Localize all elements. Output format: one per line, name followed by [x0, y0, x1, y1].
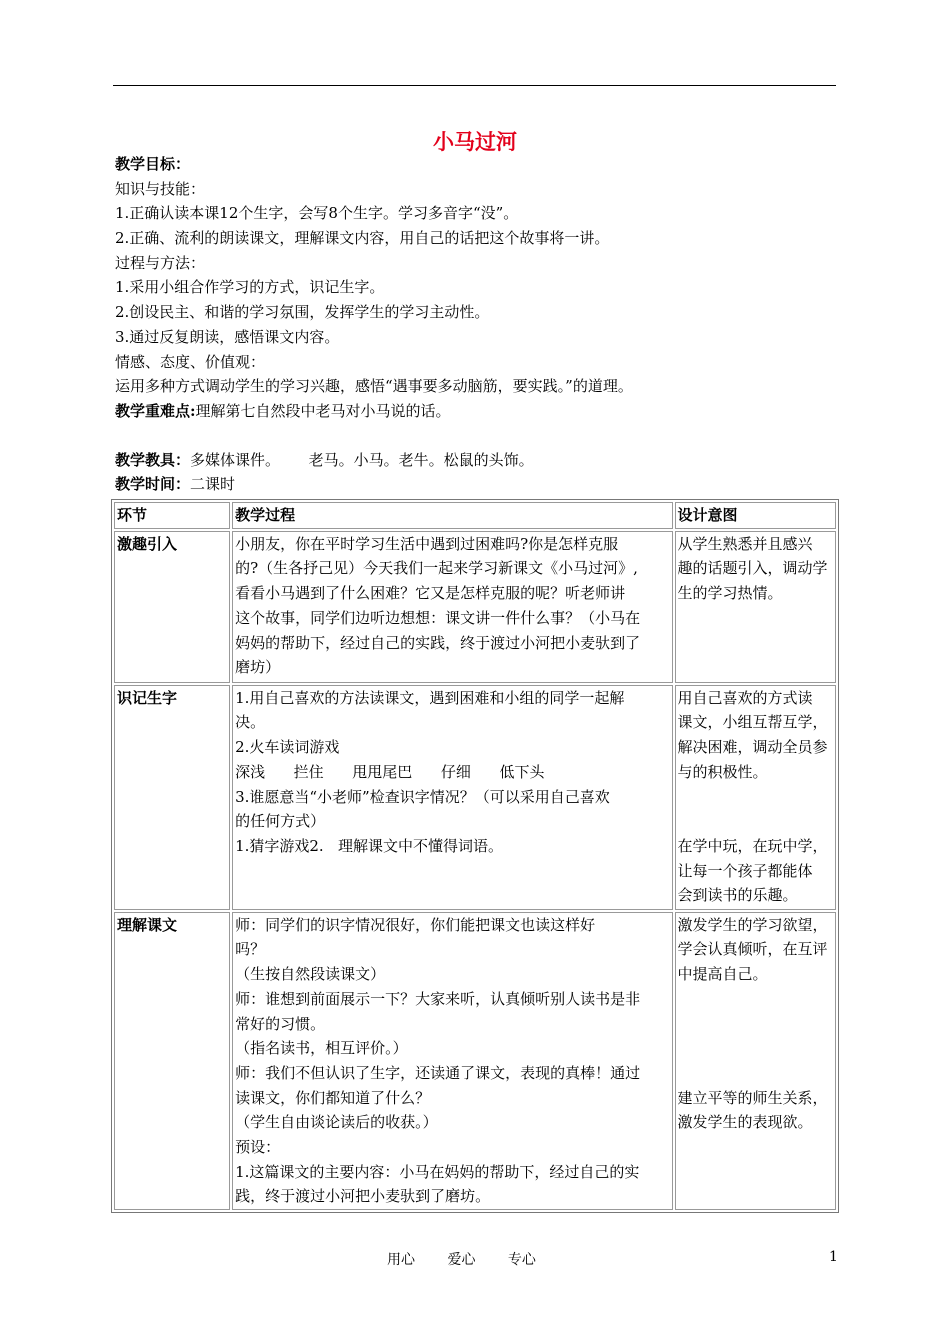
- header-intent: 设计意图: [675, 502, 836, 529]
- intent-line: 课文，小组互帮互学，: [677, 713, 828, 732]
- intent-line: 学会认真倾听，在互评: [677, 940, 828, 959]
- process-line: 1.用自己喜欢的方法读课文，遇到困难和小组的同学一起解: [235, 688, 625, 707]
- process-line: 3.谁愿意当“小老师”检查识字情况？（可以采用自己喜欢: [235, 787, 610, 806]
- process-line: （学生自由谈论读后的收获。）: [235, 1113, 438, 1132]
- time-line: [115, 472, 837, 497]
- knowledge-item: 1.正确认读本课12个生字，会写8个生字。学习多音字“没”。: [115, 204, 519, 223]
- tools-text: 多媒体课件。 老马。小马。老牛。松鼠的头饰。: [190, 450, 534, 469]
- tools-label: 教学教具：: [115, 450, 191, 469]
- header-stage: 环节: [114, 502, 230, 529]
- page-title: 小马过河: [433, 129, 517, 154]
- process-line: 1.猜字游戏2. 理解课文中不懂得词语。: [235, 836, 503, 855]
- knowledge-item: 2.正确、流利的朗读课文，理解课文内容，用自己的话把这个故事将一讲。: [115, 229, 610, 248]
- process-line: （生按自然段读课文）: [235, 965, 386, 984]
- tools-line: [115, 448, 837, 473]
- table-header-row: [114, 502, 836, 529]
- intent-line: 生的学习热情。: [677, 584, 783, 603]
- process-line: 妈妈的帮助下，经过自己的实践，终于渡过小河把小麦驮到了: [235, 633, 641, 652]
- process-line: 这个故事，同学们边听边想想：课文讲一件什么事？（小马在: [235, 608, 641, 627]
- process-line: 的?（生各抒己见）今天我们一起来学习新课文《小马过河》,: [235, 559, 638, 578]
- intent-line: 建立平等的师生关系，: [677, 1088, 828, 1107]
- process-line: 践，终于渡过小河把小麦驮到了磨坊。: [235, 1187, 491, 1206]
- time-text: 二课时: [190, 475, 236, 494]
- process-item: 2.创设民主、和谐的学习氛围，发挥学生的学习主动性。: [115, 303, 490, 322]
- stage-cell: 理解课文: [114, 912, 230, 1210]
- knowledge-heading: 知识与技能：: [115, 179, 206, 198]
- process-line: 深浅 拦住 甩甩尾巴 仔细 低下头: [235, 762, 545, 781]
- intent-line: 激发学生的学习欲望，: [677, 915, 828, 934]
- emotion-heading: 情感、态度、价值观：: [115, 352, 266, 371]
- process-line: 1.这篇课文的主要内容：小马在妈妈的帮助下，经过自己的实: [235, 1162, 640, 1181]
- difficulty-text: 理解第七自然段中老马对小马说的话。: [195, 401, 451, 420]
- process-line: 师：同学们的识字情况很好，你们能把课文也读这样好: [235, 915, 596, 934]
- intent-line: 会到读书的乐趣。: [677, 886, 798, 905]
- objectives-section: [115, 152, 837, 497]
- difficulty-line: [115, 399, 837, 424]
- process-line: 师：我们不但认识了生字，还读通了课文，表现的真棒！通过: [235, 1063, 641, 1082]
- difficulty-label: 教学重难点:: [115, 401, 196, 420]
- intent-cell: [675, 531, 836, 683]
- process-cell: [232, 685, 672, 910]
- process-line: 看看小马遇到了什么困难？它又是怎样克服的呢？听老师讲: [235, 584, 626, 603]
- intent-line: 在学中玩，在玩中学，: [677, 836, 828, 855]
- process-line: 小朋友，你在平时学习生活中遇到过困难吗?你是怎样克服: [235, 534, 619, 553]
- process-cell: [232, 531, 672, 683]
- process-item: 1.采用小组合作学习的方式，识记生字。: [115, 278, 385, 297]
- intent-line: 与的积极性。: [677, 762, 768, 781]
- intent-line: 用自己喜欢的方式读: [677, 688, 813, 707]
- intent-line: 从学生熟悉并且感兴: [677, 534, 813, 553]
- stage-cell: 激趣引入: [114, 531, 230, 683]
- process-line: 2.火车读词游戏: [235, 738, 340, 757]
- process-line: 磨坊）: [235, 658, 281, 677]
- table-row: [114, 685, 836, 910]
- intent-line: 让每一个孩子都能体: [677, 861, 813, 880]
- emotion-text: 运用多种方式调动学生的学习兴趣，感悟“遇事要多动脑筋，要实践。”的道理。: [115, 377, 633, 396]
- intent-line: 解决困难，调动全员参: [677, 738, 828, 757]
- intent-line: 趣的话题引入，调动学: [677, 559, 828, 578]
- header-rule: [113, 85, 836, 86]
- intent-line: 激发学生的表现欲。: [677, 1113, 813, 1132]
- process-heading: 过程与方法：: [115, 253, 206, 272]
- process-line: 常好的习惯。: [235, 1014, 326, 1033]
- process-cell: [232, 912, 672, 1210]
- stage-cell: 识记生字: [114, 685, 230, 910]
- time-label: 教学时间：: [115, 475, 191, 494]
- process-line: 的任何方式）: [235, 812, 326, 831]
- process-line: 决。: [235, 713, 266, 732]
- process-line: 师：谁想到前面展示一下？大家来听，认真倾听别人读书是非: [235, 989, 641, 1008]
- table-row: [114, 912, 836, 1210]
- process-line: （指名读书，相互评价。）: [235, 1039, 408, 1058]
- page-number: 1: [829, 1249, 838, 1265]
- footer-motto: 用心 爱心 专心: [387, 1252, 536, 1268]
- process-line: 吗？: [235, 940, 266, 959]
- process-line: 预设：: [235, 1138, 281, 1157]
- table-row: [114, 531, 836, 683]
- objectives-heading: 教学目标：: [115, 155, 191, 173]
- process-line: 读课文，你们都知道了什么？: [235, 1088, 431, 1107]
- lesson-plan-table: [111, 499, 839, 1213]
- intent-line: 中提高自己。: [677, 965, 768, 984]
- header-process: 教学过程: [232, 502, 672, 529]
- process-item: 3.通过反复朗读，感悟课文内容。: [115, 327, 340, 346]
- intent-cell: [675, 685, 836, 910]
- intent-cell: [675, 912, 836, 1210]
